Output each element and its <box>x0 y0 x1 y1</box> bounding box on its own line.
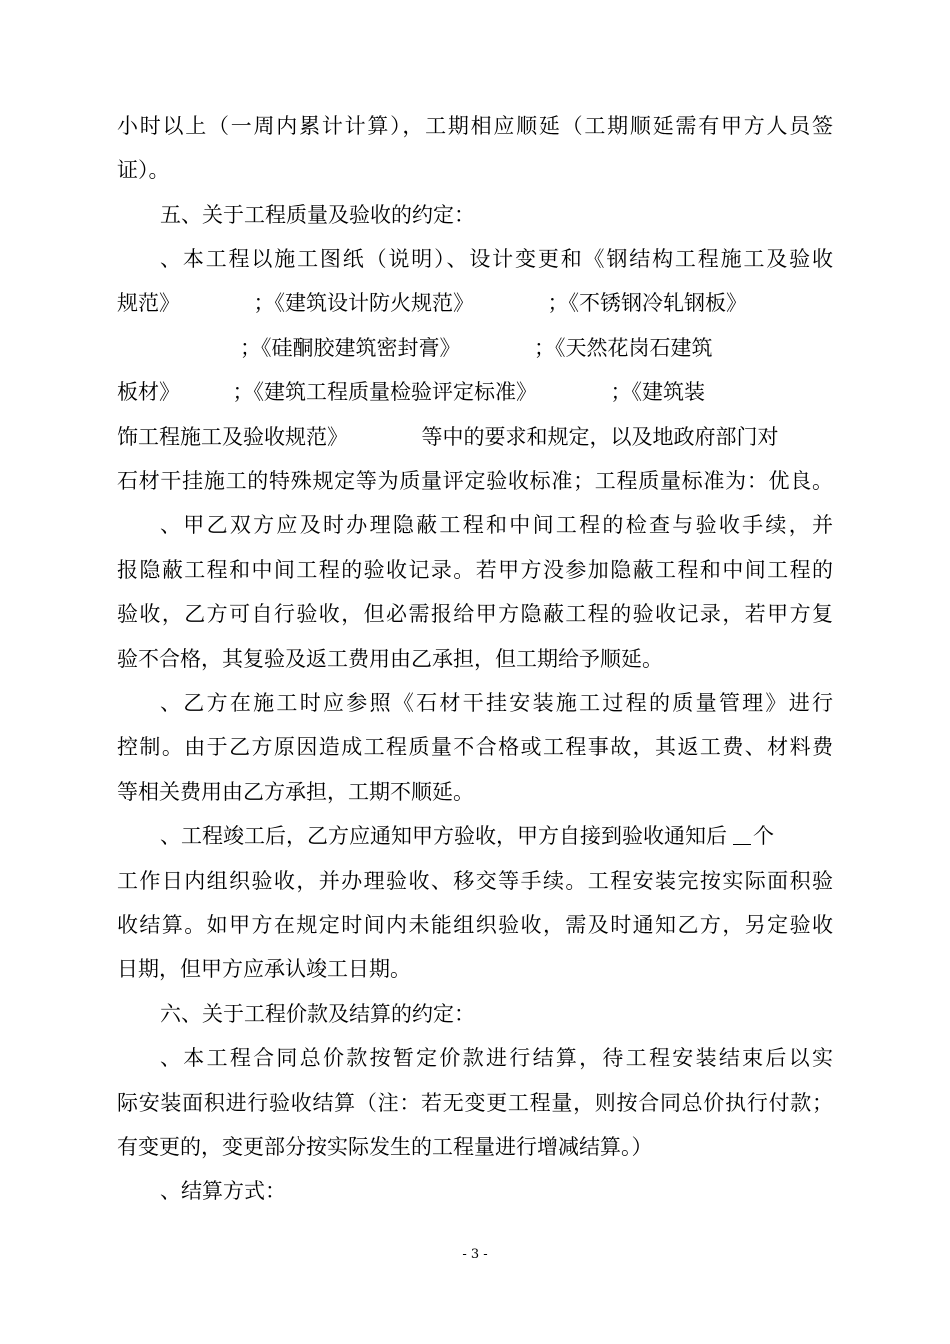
text-line: 报隐蔽工程和中间工程的验收记录。若甲方没参加隐蔽工程和中间工程的 <box>117 558 833 582</box>
section-heading: 六、关于工程价款及结算的约定： <box>160 1002 475 1026</box>
page-number: - 3 - <box>462 1247 488 1262</box>
text-line: 板材》 ；《建筑工程质量检验评定标准》 ；《建筑装 <box>117 380 705 404</box>
text-line: 验不合格，其复验及返工费用由乙承担，但工期给予顺延。 <box>117 647 663 671</box>
text-line: 、结算方式： <box>160 1179 286 1203</box>
text-line: 、本工程合同总价款按暂定价款进行结算，待工程安装结束后以实 <box>160 1046 833 1070</box>
text-line: 证）。 <box>117 158 170 182</box>
text-line: 工作日内组织验收，并办理验收、移交等手续。工程安装完按实际面积验 <box>117 869 833 893</box>
text-segment: 、工程竣工后，乙方应通知甲方验收，甲方自接到验收通知后 <box>160 824 727 848</box>
text-line: 饰工程施工及验收规范》 等中的要求和规定，以及地政府部门对 <box>117 425 779 449</box>
text-line: 等相关费用由乙方承担，工期不顺延。 <box>117 780 474 804</box>
text-line: 规范》 ；《建筑设计防火规范》 ；《不锈钢冷轧钢板》 <box>117 291 747 315</box>
text-line: 石材干挂施工的特殊规定等为质量评定验收标准；工程质量标准为：优良。 <box>117 469 833 493</box>
text-line-with-blank <box>160 822 833 850</box>
text-line: 控制。由于乙方原因造成工程质量不合格或工程事故，其返工费、材料费 <box>117 735 833 759</box>
text-line: 验收，乙方可自行验收，但必需报给甲方隐蔽工程的验收记录，若甲方复 <box>117 602 833 626</box>
fill-in-blank <box>733 824 751 845</box>
text-line: 收结算。如甲方在规定时间内未能组织验收，需及时通知乙方，另定验收 <box>117 913 833 937</box>
text-line: 、甲乙双方应及时办理隐蔽工程和中间工程的检查与验收手续，并 <box>160 513 833 537</box>
text-line: 、乙方在施工时应参照《石材干挂安装施工过程的质量管理》进行 <box>160 691 833 715</box>
text-line: 有变更的，变更部分按实际发生的工程量进行增减结算。） <box>117 1135 653 1159</box>
text-segment: 个 <box>753 824 774 848</box>
text-line: 小时以上（一周内累计计算），工期相应顺延（工期顺延需有甲方人员签 <box>117 114 833 138</box>
text-line: ；《硅酮胶建筑密封膏》 ；《天然花岗石建筑 <box>240 336 713 360</box>
text-line: 日期，但甲方应承认竣工日期。 <box>117 957 411 981</box>
text-line: 、本工程以施工图纸（说明）、设计变更和《钢结构工程施工及验收 <box>160 247 833 271</box>
text-line: 际安装面积进行验收结算（注：若无变更工程量，则按合同总价执行付款； <box>117 1091 833 1115</box>
section-heading: 五、关于工程质量及验收的约定： <box>160 203 475 227</box>
